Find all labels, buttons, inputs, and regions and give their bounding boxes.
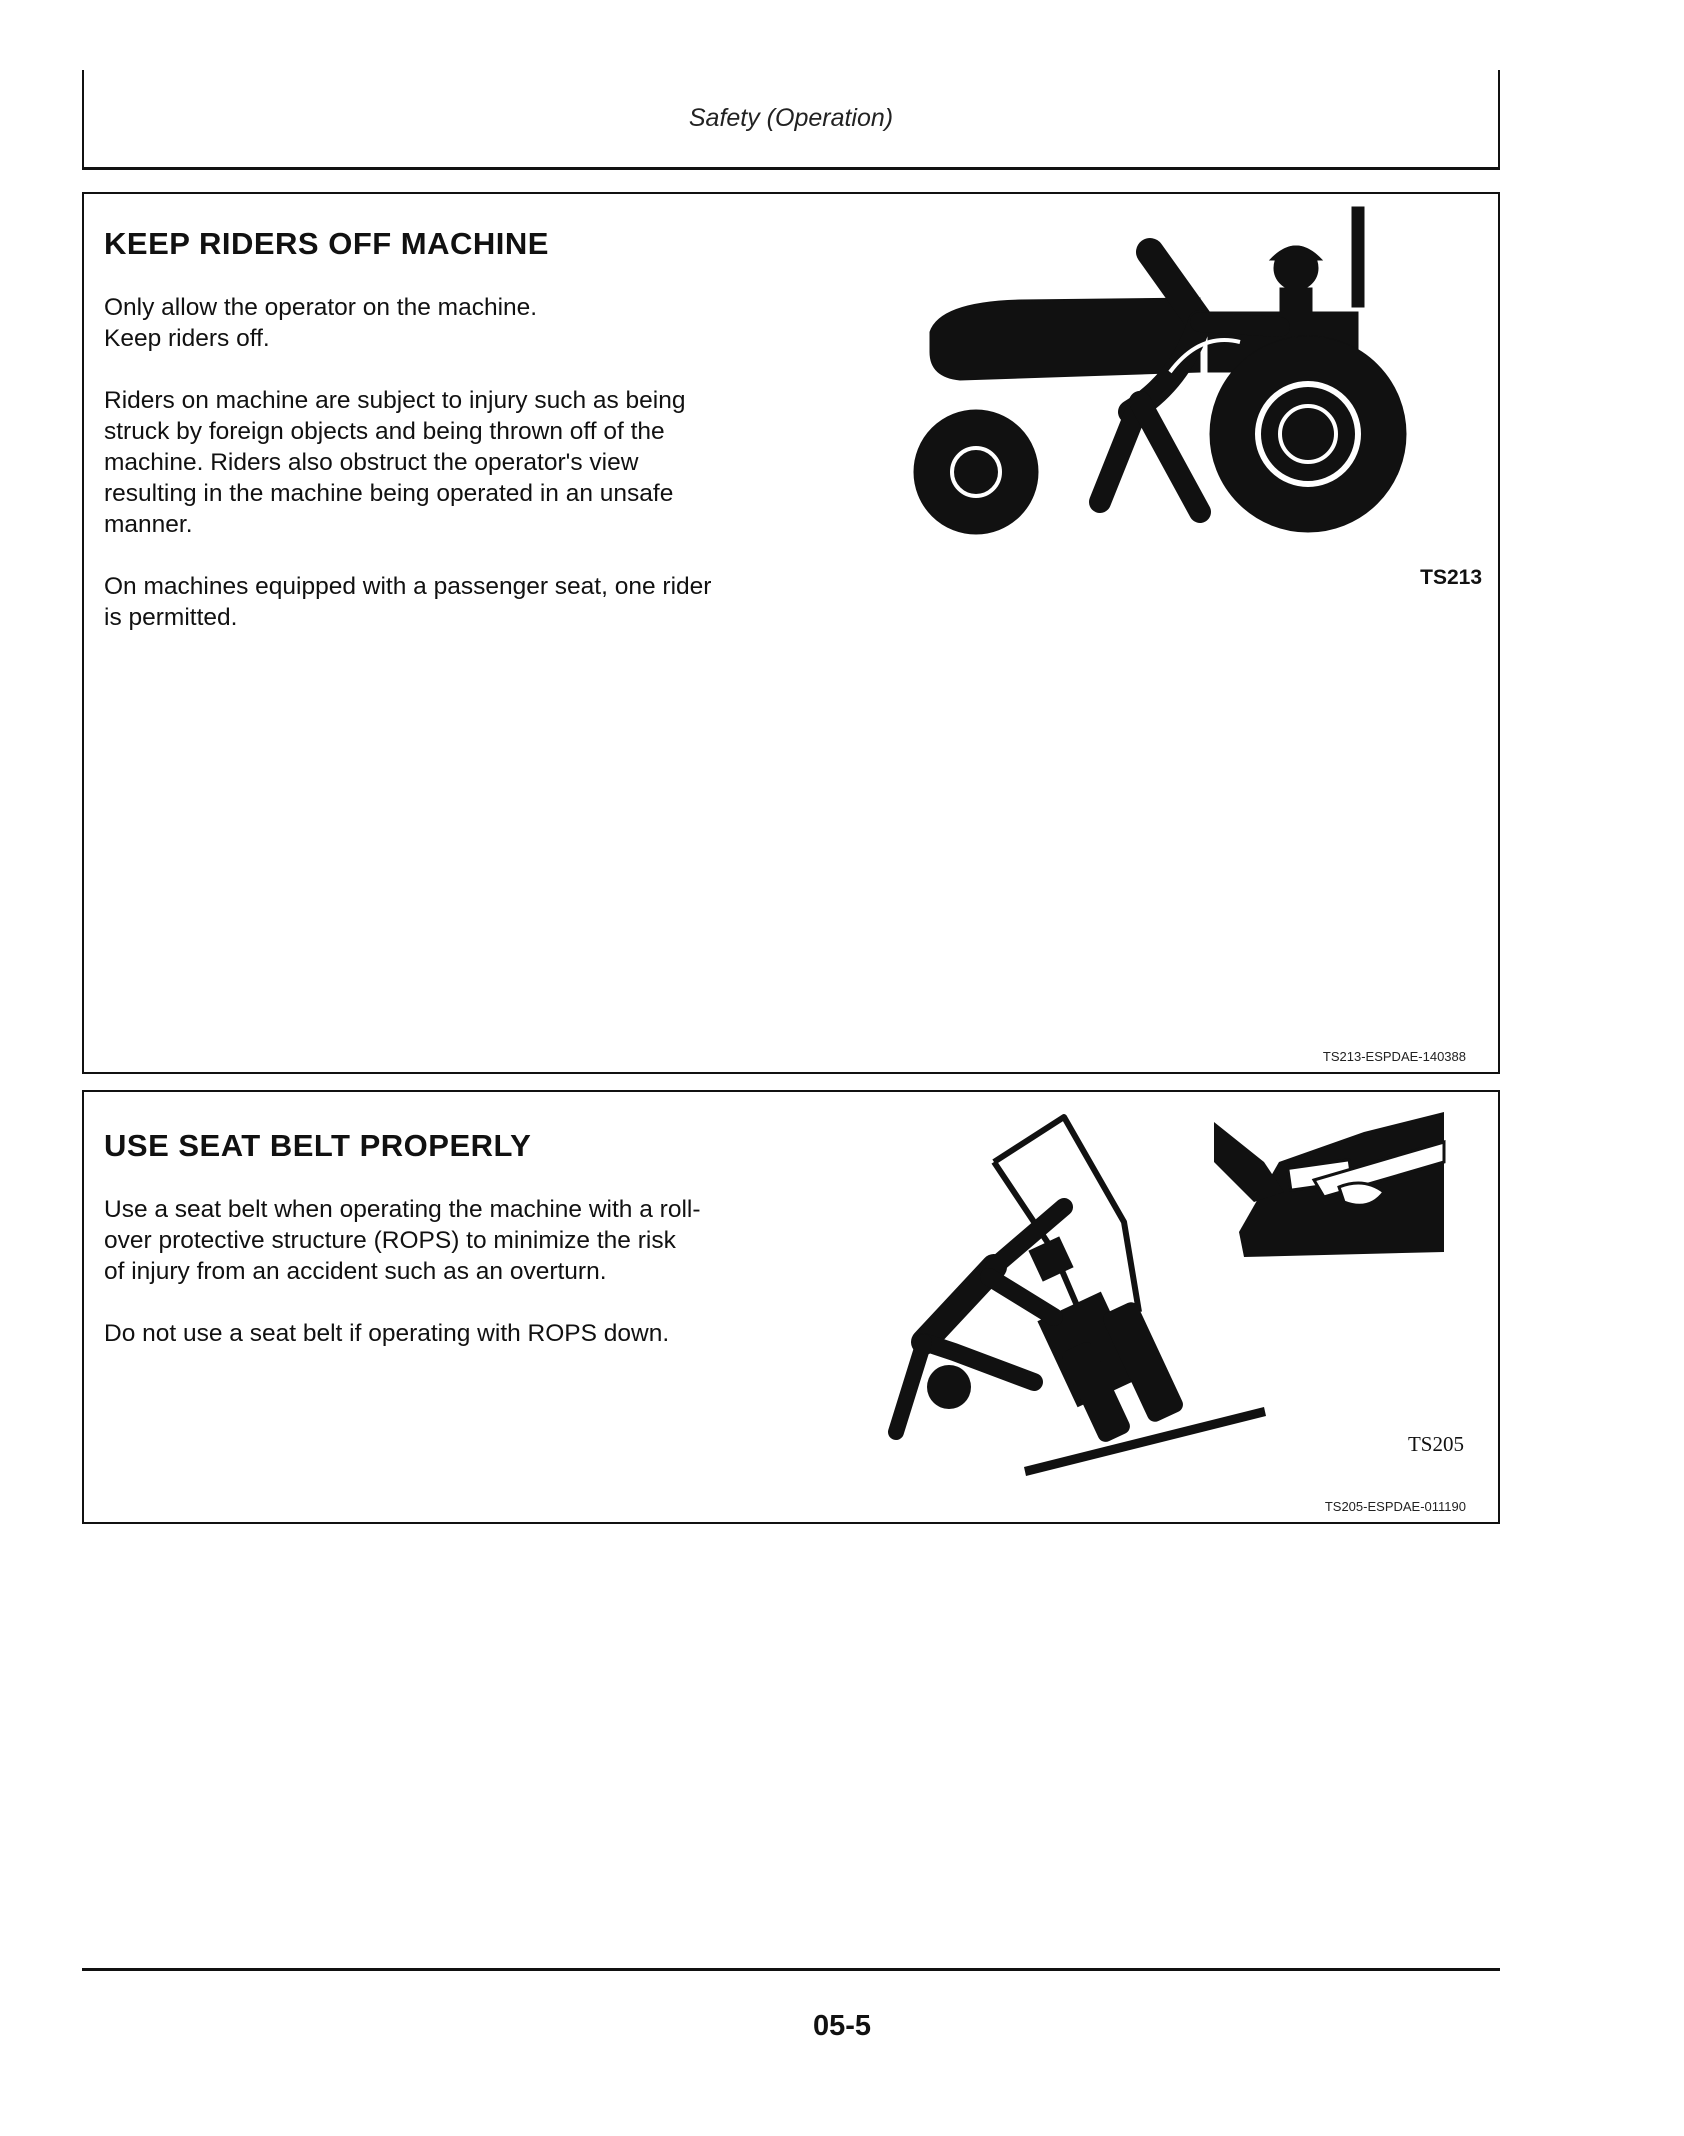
paragraph: Riders on machine are subject to injury such as being struck by foreign objects and being thrown off of the machine. Riders also obstruct the operator's view resulting in the machine being operated in an unsafe manner. — [104, 387, 686, 538]
header-title: Safety (Operation) — [688, 104, 894, 132]
figure-label: TS205 — [1407, 1432, 1464, 1456]
section-use-seat-belt — [82, 1090, 1500, 1524]
paragraph: On machines equipped with a passenger seat, one rider is permitted. — [104, 573, 712, 631]
figure-label: TS213 — [1420, 566, 1482, 589]
reference-code: TS213-ESPDAE-140388 — [1322, 1049, 1466, 1064]
section-title: KEEP RIDERS OFF MACHINE — [104, 226, 549, 261]
section-body — [104, 1194, 804, 1380]
seat-belt-rollover-icon — [884, 1102, 1504, 1482]
paragraph: Use a seat belt when operating the machine with a roll- over protective structure (ROPS) to minimize the risk of injury from an accident such as an overturn. — [104, 1196, 701, 1285]
paragraph: Only allow the operator on the machine. Keep riders off. — [104, 294, 538, 352]
section-keep-riders-off — [82, 192, 1500, 1074]
footer-rule — [82, 1968, 1500, 1971]
paragraph: Do not use a seat belt if operating with ROPS down. — [104, 1320, 670, 1347]
page-number: 05-5 — [812, 2010, 872, 2042]
section-body — [104, 292, 804, 664]
reference-code: TS205-ESPDAE-011190 — [1324, 1499, 1466, 1514]
page-header — [82, 70, 1500, 170]
section-title: USE SEAT BELT PROPERLY — [104, 1128, 532, 1163]
rider-on-tractor-icon — [900, 202, 1520, 562]
